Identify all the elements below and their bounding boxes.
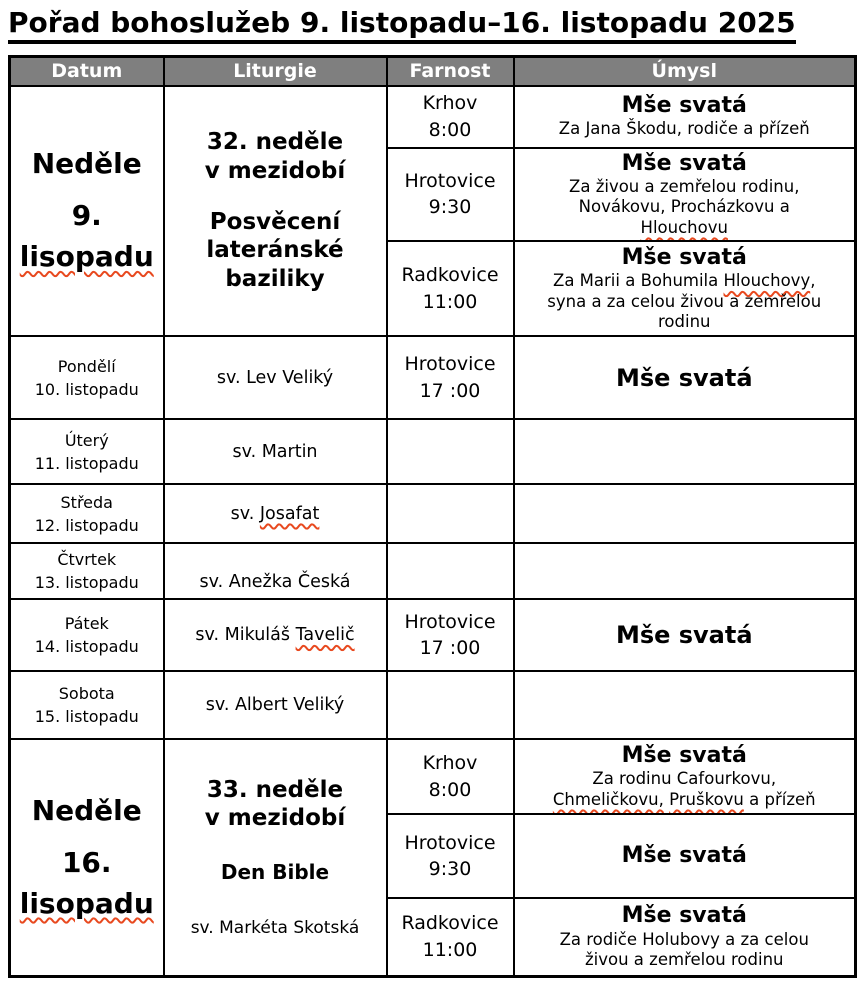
liturgy-cell-sunday-16: [164, 739, 387, 976]
day-date: 11. listopadu: [34, 453, 139, 473]
row-friday: [10, 599, 856, 671]
parish-time: 8:00: [428, 778, 472, 801]
intent-text: Za rodiče Holubovy a za celou živou a zemřelou rodinu: [559, 929, 809, 970]
parish-cell: [387, 543, 514, 599]
liturgy-cell: sv. Anežka Česká: [164, 543, 387, 599]
date-cell-sunday-16: [10, 739, 164, 976]
intent-cell: [514, 898, 856, 976]
row-sunday9-krhov: [10, 86, 856, 148]
parish-time: 11:00: [422, 290, 478, 313]
parish-cell: [387, 336, 514, 419]
intent-cell: [514, 739, 856, 814]
date-cell: [10, 671, 164, 739]
parish-cell: [387, 148, 514, 242]
mass-title: Mše svatá: [615, 363, 753, 392]
misspelled-word: Hlouchovu: [640, 217, 728, 237]
mass-title: Mše svatá: [621, 150, 747, 176]
intent-cell: [514, 148, 856, 242]
row-wednesday: [10, 484, 856, 543]
misspelled-word: lisopadu: [19, 240, 154, 274]
intent-cell: [514, 419, 856, 484]
mass-title: Mše svatá: [621, 743, 747, 769]
day-date: 14. listopadu: [34, 637, 139, 657]
parish-cell: [387, 241, 514, 336]
liturgy-cell: sv. Martin: [164, 419, 387, 484]
header-liturgie: Liturgie: [164, 57, 387, 86]
row-sunday16-krhov: [10, 739, 856, 814]
day-name: Pátek: [64, 614, 109, 634]
misspelled-word: lisopadu: [19, 887, 154, 921]
day-number: 9.: [71, 199, 102, 233]
liturgy-saint: sv. Markéta Skotská: [190, 918, 360, 939]
day-name: Středa: [60, 492, 113, 512]
mass-title: Mše svatá: [621, 93, 747, 119]
parish-cell: [387, 484, 514, 543]
liturgy-cell: sv. Albert Veliký: [164, 671, 387, 739]
parish-name: Hrotovice: [404, 353, 496, 376]
misspelled-word: Hlouchovy: [723, 271, 811, 291]
day-name: Sobota: [58, 684, 115, 704]
header-farnost: Farnost: [387, 57, 514, 86]
day-name: Pondělí: [57, 356, 116, 376]
date-cell: [10, 336, 164, 419]
parish-time: 8:00: [428, 118, 472, 141]
parish-cell: [387, 419, 514, 484]
parish-name: Hrotovice: [404, 831, 496, 854]
mass-title: Mše svatá: [615, 621, 753, 650]
parish-cell: [387, 739, 514, 814]
parish-name: Hrotovice: [404, 169, 496, 192]
liturgy-cell: sv. Lev Veliký: [164, 336, 387, 419]
parish-time: 11:00: [422, 939, 478, 961]
day-month: [15, 888, 159, 920]
mass-title: Mše svatá: [621, 244, 747, 270]
intent-cell: [514, 543, 856, 599]
intent-text: Za rodinu Cafourkovu, Chmeličkovu, Pruškovu a přízeň: [552, 769, 816, 809]
row-thursday: [10, 543, 856, 599]
liturgy-cell: sv. Josafat: [164, 484, 387, 543]
liturgy-feast: 33. neděle v mezidobí: [204, 776, 346, 832]
day-name: Úterý: [64, 430, 109, 450]
intent-cell: [514, 241, 856, 336]
parish-cell: [387, 599, 514, 671]
intent-cell: [514, 814, 856, 898]
day-date: 10. listopadu: [34, 379, 139, 399]
intent-cell: [514, 336, 856, 419]
intent-cell: [514, 86, 856, 148]
date-cell: [10, 599, 164, 671]
header-umysl: Úmysl: [514, 57, 856, 86]
header-datum: Datum: [10, 57, 164, 86]
parish-cell: [387, 814, 514, 898]
header-row: [10, 57, 856, 86]
parish-name: Hrotovice: [404, 610, 496, 633]
misspelled-word: Chmeličkovu,: [552, 789, 664, 809]
row-tuesday: [10, 419, 856, 484]
parish-name: Radkovice: [401, 264, 499, 287]
parish-time: 17 :00: [419, 637, 481, 660]
day-name: Neděle: [31, 793, 142, 827]
intent-text: Za živou a zemřelou rodinu, Novákovu, Procházkovu a Hlouchovu: [569, 176, 800, 237]
day-number: 16.: [61, 845, 112, 879]
day-month: [15, 241, 159, 273]
mass-title: Mše svatá: [621, 843, 747, 869]
misspelled-word: Josafat: [259, 503, 320, 524]
parish-name: Krhov: [422, 752, 478, 775]
parish-time: 17 :00: [419, 379, 481, 402]
parish-cell: [387, 86, 514, 148]
intent-cell: [514, 599, 856, 671]
page-title-text: Pořad bohoslužeb 9. listopadu–16. listopadu 2025: [8, 6, 796, 44]
intent-cell: [514, 484, 856, 543]
parish-name: Krhov: [422, 91, 478, 114]
date-cell: [10, 484, 164, 543]
date-cell: [10, 543, 164, 599]
parish-time: 9:30: [428, 858, 472, 881]
row-saturday: [10, 671, 856, 739]
intent-text: Za Marii a Bohumila Hlouchovy, syna a za celou živou a zemřelou rodinu: [547, 271, 822, 332]
parish-cell: [387, 898, 514, 976]
liturgy-note: Posvěcení lateránské baziliky: [206, 208, 344, 292]
day-date: 12. listopadu: [34, 515, 139, 535]
date-cell: [10, 419, 164, 484]
day-date: 15. listopadu: [34, 707, 139, 727]
liturgy-note: Den Bible: [220, 860, 330, 885]
liturgy-feast: 32. neděle v mezidobí: [204, 129, 346, 184]
day-date: 13. listopadu: [34, 573, 139, 593]
day-name: Čtvrtek: [57, 550, 117, 570]
day-name: Neděle: [31, 147, 142, 181]
mass-title: Mše svatá: [621, 903, 747, 929]
page-title: [8, 5, 855, 40]
schedule-table: [8, 55, 857, 978]
parish-name: Radkovice: [401, 912, 499, 935]
row-monday: [10, 336, 856, 419]
intent-cell: [514, 671, 856, 739]
liturgy-cell: sv. Mikuláš Tavelič: [164, 599, 387, 671]
date-cell-sunday-9: [10, 86, 164, 337]
parish-time: 9:30: [428, 196, 472, 219]
intent-text: Za Jana Škodu, rodiče a přízeň: [558, 119, 810, 139]
parish-cell: [387, 671, 514, 739]
misspelled-word: Pruškovu: [669, 789, 744, 809]
liturgy-cell-sunday-9: [164, 86, 387, 337]
misspelled-word: Tavelič: [295, 625, 355, 646]
